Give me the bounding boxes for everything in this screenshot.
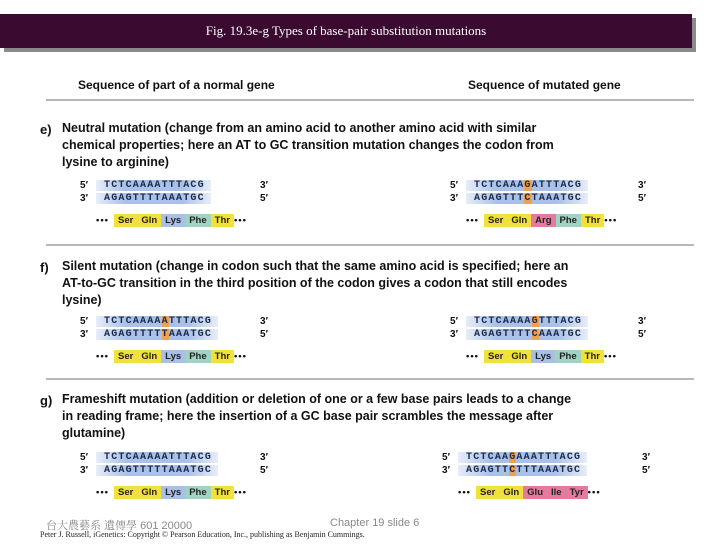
base: A — [552, 465, 560, 476]
base: G — [125, 329, 133, 340]
label-3prime: 3′ — [450, 193, 458, 204]
section-g-description: Frameshift mutation (addition or deletion of one or a few base pairs leads to a change in reading frame; here the insertion of a GC base pair scrambles the message after glutamine) — [62, 392, 572, 440]
amino-acid-lys: Lys — [161, 350, 185, 363]
label-5prime: 5′ — [80, 452, 88, 463]
base: A — [466, 465, 474, 476]
base: A — [516, 452, 524, 463]
base: T — [546, 316, 554, 327]
base: A — [488, 193, 496, 204]
protein-e-normal — [96, 214, 252, 227]
mutated-base: C — [524, 193, 532, 204]
base: A — [480, 465, 488, 476]
base: T — [530, 465, 539, 476]
base: T — [523, 465, 531, 476]
base: G — [481, 193, 489, 204]
label-5prime: 5′ — [80, 316, 88, 327]
base: T — [552, 452, 560, 463]
mutated-base: C — [509, 465, 517, 476]
base: C — [566, 452, 575, 463]
base: C — [574, 193, 583, 204]
base: C — [574, 329, 583, 340]
base: C — [567, 180, 575, 191]
label-5prime: 5′ — [638, 329, 646, 340]
amino-acid-phe: Phe — [185, 214, 210, 227]
amino-acid-gln: Gln — [507, 214, 531, 227]
continuation-dots: ••• — [587, 487, 601, 498]
base: G — [487, 465, 495, 476]
base: G — [111, 329, 119, 340]
amino-acid-ser: Ser — [476, 486, 499, 499]
base: C — [495, 316, 503, 327]
base: A — [510, 180, 518, 191]
continuation-dots: ••• — [604, 215, 618, 226]
base: T — [190, 329, 198, 340]
section-f-description: Silent mutation (change in codon such that the same amino acid is specified; here an AT-to-GC transition in the third position of the codon gives a codon that still encodes lysine) — [62, 259, 569, 307]
base: A — [488, 329, 496, 340]
base: T — [510, 329, 518, 340]
amino-acid-lys: Lys — [161, 214, 185, 227]
label-5prime: 5′ — [450, 316, 458, 327]
base: G — [567, 329, 575, 340]
section-g-letter: g) — [40, 393, 53, 408]
label-5prime: 5′ — [638, 193, 646, 204]
base: T — [510, 193, 518, 204]
base: T — [517, 193, 525, 204]
protein-f-normal — [96, 350, 252, 363]
section-e-description: Neutral mutation (change from an amino acid to another amino acid with similar chemical properties; here an AT to GC transition mutation changes the codon from lysine to arginine) — [62, 121, 554, 169]
label-3prime: 3′ — [80, 465, 88, 476]
base: A — [517, 316, 525, 327]
base: T — [538, 316, 547, 327]
mutated-base: T — [161, 329, 169, 340]
base: A — [140, 316, 148, 327]
normal-gene-heading: Sequence of part of a normal gene — [78, 78, 275, 92]
strand-g-normal-top: TCTCAAAAATTTACG — [96, 452, 218, 463]
section-f-letter: f) — [40, 260, 49, 275]
amino-acid-gln: Gln — [137, 486, 161, 499]
label-3prime: 3′ — [638, 316, 646, 327]
base: T — [538, 452, 546, 463]
label-3prime: 3′ — [80, 193, 88, 204]
amino-acid-phe: Phe — [185, 350, 210, 363]
base: A — [502, 180, 511, 191]
base: A — [553, 193, 561, 204]
title-banner — [0, 14, 692, 48]
base: T — [154, 329, 162, 340]
label-5prime: 5′ — [260, 329, 268, 340]
base: A — [538, 329, 547, 340]
continuation-dots: ••• — [466, 351, 479, 362]
base: T — [546, 180, 554, 191]
base: A — [154, 316, 162, 327]
base: T — [560, 193, 568, 204]
base: C — [487, 452, 495, 463]
section-e-letter: e) — [40, 122, 52, 137]
amino-acid-thr: Thr — [211, 214, 234, 227]
base: T — [488, 316, 496, 327]
base: T — [104, 316, 112, 327]
slide-title: Fig. 19.3e-g Types of base-pair substitution mutations — [205, 23, 487, 38]
protein-g-normal — [96, 486, 252, 499]
continuation-dots: ••• — [233, 351, 247, 362]
strand-f-normal-bottom — [96, 329, 218, 340]
amino-acid-ser: Ser — [114, 350, 137, 363]
base: A — [523, 452, 531, 463]
course-label: 台大農藝系 遺傳學 601 20000 — [46, 520, 193, 532]
base: G — [567, 193, 575, 204]
amino-acid-gln: Gln — [499, 486, 523, 499]
base: A — [531, 180, 539, 191]
amino-acid-ser: Ser — [484, 350, 507, 363]
amino-acid-thr: Thr — [211, 486, 234, 499]
strand-f-mutated-top — [466, 316, 588, 327]
base: C — [481, 180, 489, 191]
amino-acid-phe: Phe — [555, 350, 580, 363]
continuation-dots: ••• — [458, 487, 471, 498]
base: A — [147, 316, 155, 327]
base: T — [132, 329, 141, 340]
base: A — [560, 316, 568, 327]
base: T — [553, 316, 561, 327]
amino-acid-lys: Lys — [161, 486, 185, 499]
continuation-dots: ••• — [466, 215, 479, 226]
label-3prime: 3′ — [638, 180, 646, 191]
protein-g-mutated — [458, 486, 606, 499]
base: C — [197, 316, 205, 327]
mutated-base: G — [509, 452, 517, 463]
amino-acid-phe: Phe — [185, 486, 210, 499]
base: A — [510, 316, 518, 327]
base: T — [183, 316, 191, 327]
base: A — [530, 452, 539, 463]
header-divider — [46, 99, 694, 101]
base: C — [111, 316, 119, 327]
mutated-base: A — [161, 316, 169, 327]
label-3prime: 3′ — [642, 452, 650, 463]
base: A — [474, 329, 482, 340]
base: C — [473, 452, 481, 463]
label-5prime: 5′ — [450, 180, 458, 191]
continuation-dots: ••• — [233, 215, 247, 226]
continuation-dots: ••• — [96, 215, 109, 226]
amino-acid-thr: Thr — [581, 214, 604, 227]
strand-e-mutated-bottom — [466, 193, 588, 204]
base: T — [559, 465, 567, 476]
base: T — [168, 316, 177, 327]
label-3prime: 3′ — [260, 180, 268, 191]
amino-acid-lys: Lys — [531, 350, 555, 363]
strand-g-mutated-top — [458, 452, 587, 463]
base: T — [516, 465, 524, 476]
amino-acid-glu: Glu — [523, 486, 547, 499]
amino-acid-ser: Ser — [484, 214, 507, 227]
base: A — [559, 452, 567, 463]
base: C — [495, 180, 503, 191]
amino-acid-tyr: Tyr — [566, 486, 588, 499]
base: G — [197, 329, 205, 340]
label-3prime: 3′ — [442, 465, 450, 476]
base: G — [473, 465, 481, 476]
strand-e-normal-bottom: AGAGTTTTAAATGC — [96, 193, 211, 204]
amino-acid-gln: Gln — [507, 350, 531, 363]
base: T — [176, 316, 184, 327]
base: G — [495, 193, 503, 204]
base: T — [502, 193, 511, 204]
strand-f-normal-top — [96, 316, 218, 327]
base: T — [545, 452, 553, 463]
base: A — [190, 316, 198, 327]
base: T — [140, 329, 148, 340]
base: A — [104, 329, 112, 340]
base: G — [574, 452, 582, 463]
label-5prime: 5′ — [642, 465, 650, 476]
base: T — [531, 193, 539, 204]
base: A — [176, 329, 184, 340]
base: A — [538, 193, 547, 204]
base: A — [183, 329, 191, 340]
continuation-dots: ••• — [603, 351, 617, 362]
base: T — [517, 329, 525, 340]
base: T — [147, 329, 155, 340]
label-3prime: 3′ — [80, 329, 88, 340]
strand-e-mutated-top — [466, 180, 588, 191]
base: T — [560, 329, 568, 340]
base: A — [553, 329, 561, 340]
base: A — [118, 329, 126, 340]
strand-g-normal-bottom: AGAGTTTTTAAATGC — [96, 465, 218, 476]
base: T — [118, 316, 126, 327]
amino-acid-gln: Gln — [137, 350, 161, 363]
base: T — [502, 329, 511, 340]
amino-acid-ile: Ile — [547, 486, 566, 499]
base: C — [125, 316, 133, 327]
amino-acid-ser: Ser — [114, 486, 137, 499]
base: C — [204, 329, 213, 340]
continuation-dots: ••• — [96, 351, 109, 362]
base: A — [560, 180, 568, 191]
base: A — [517, 180, 525, 191]
base: A — [546, 193, 554, 204]
label-5prime: 5′ — [260, 193, 268, 204]
base: G — [481, 329, 489, 340]
base: G — [566, 465, 575, 476]
base: G — [574, 316, 583, 327]
label-3prime: 3′ — [260, 316, 268, 327]
base: T — [488, 180, 496, 191]
base: T — [474, 316, 482, 327]
protein-e-mutated — [466, 214, 622, 227]
base: T — [494, 465, 503, 476]
mutated-base: G — [531, 316, 539, 327]
base: A — [546, 329, 554, 340]
base: C — [567, 316, 575, 327]
continuation-dots: ••• — [96, 487, 109, 498]
base: C — [481, 316, 489, 327]
protein-f-mutated — [466, 350, 622, 363]
base: G — [574, 180, 583, 191]
base: A — [132, 316, 141, 327]
strand-f-mutated-bottom — [466, 329, 588, 340]
continuation-dots: ••• — [233, 487, 247, 498]
amino-acid-thr: Thr — [581, 350, 604, 363]
base: T — [474, 180, 482, 191]
base: A — [502, 452, 510, 463]
label-5prime: 5′ — [80, 180, 88, 191]
amino-acid-thr: Thr — [211, 350, 234, 363]
base: T — [553, 180, 561, 191]
mutated-base: G — [524, 180, 532, 191]
label-3prime: 3′ — [450, 329, 458, 340]
base: T — [524, 329, 532, 340]
base: G — [495, 329, 503, 340]
label-5prime: 5′ — [260, 465, 268, 476]
base: C — [574, 465, 582, 476]
mutated-base: C — [531, 329, 539, 340]
base: T — [480, 452, 488, 463]
base: A — [502, 316, 511, 327]
copyright-credit: Peter J. Russell, iGenetics: Copyright © Pearson Education, Inc., publishing as Benjamin Cummings. — [40, 530, 365, 539]
label-5prime: 5′ — [442, 452, 450, 463]
strand-e-normal-top: TCTCAAAATTTACG — [96, 180, 211, 191]
base: A — [474, 193, 482, 204]
amino-acid-phe: Phe — [556, 214, 581, 227]
amino-acid-ser: Ser — [114, 214, 137, 227]
section-divider — [46, 244, 694, 246]
label-3prime: 3′ — [260, 452, 268, 463]
amino-acid-arg: Arg — [531, 214, 555, 227]
mutated-gene-heading: Sequence of mutated gene — [468, 78, 621, 92]
strand-g-mutated-bottom — [458, 465, 587, 476]
amino-acid-gln: Gln — [137, 214, 161, 227]
base: A — [168, 329, 177, 340]
section-divider — [46, 378, 694, 380]
base: A — [494, 452, 503, 463]
base: T — [466, 452, 474, 463]
base: A — [524, 316, 532, 327]
slide-number: Chapter 19 slide 6 — [330, 517, 420, 529]
base: A — [545, 465, 553, 476]
base: G — [204, 316, 213, 327]
base: T — [502, 465, 510, 476]
base: T — [538, 180, 547, 191]
base: A — [538, 465, 546, 476]
